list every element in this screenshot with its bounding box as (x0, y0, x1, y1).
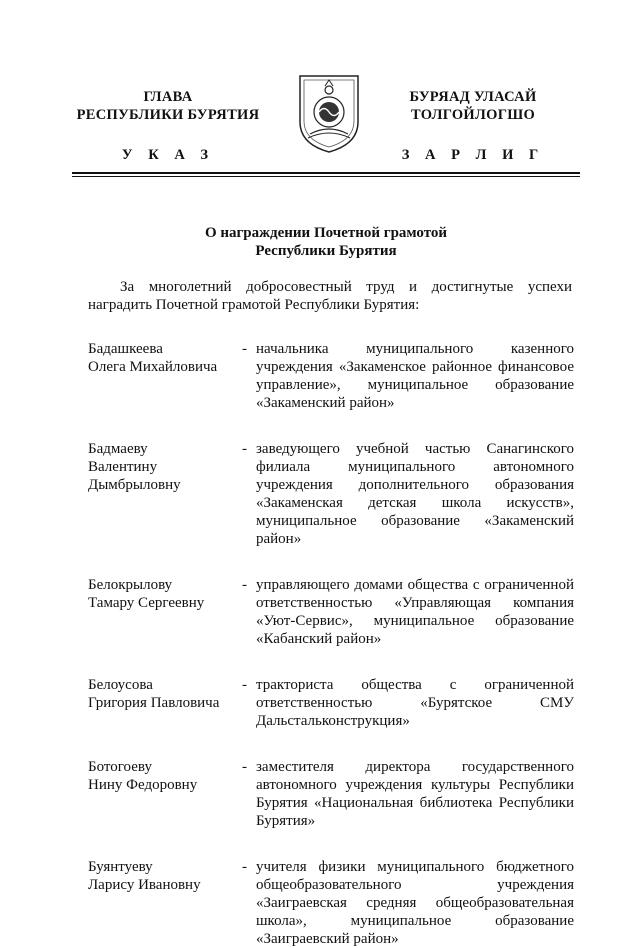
decree-title-line1: О награждении Почетной грамотой (204, 225, 448, 241)
awardee-1 (88, 340, 574, 412)
awardee-3 (88, 576, 574, 648)
awardee-4 (88, 676, 574, 730)
awardee-5 (88, 758, 574, 830)
header-divider-thick (72, 172, 580, 174)
decree-title (72, 224, 580, 260)
awardee-position: учителя физики муниципального бюджетного общеобразовательного учреждения «Заиграевская средняя общеобразовательная школа», муниципальное образование «Заиграевский район» (256, 859, 574, 947)
awardee-dash: - (242, 441, 247, 457)
awardee-dash: - (242, 859, 247, 875)
awardee-name: Ботогоеву Нину Федоровну (88, 759, 198, 793)
header-right-line2: ТОЛГОЙЛОГШО (410, 107, 536, 123)
awardee-2 (88, 440, 574, 548)
awardee-position: заведующего учебной частью Санагинского филиала муниципального автономного учреждения дополнительного образования «Закаменская детская школа искусств», муниципальное образование «Закаменский район» (256, 441, 574, 547)
awardee-name: Буянтуеву Ларису Ивановну (88, 859, 201, 893)
header-left-line2: РЕСПУБЛИКИ БУРЯТИЯ (76, 107, 260, 123)
awardee-position: начальника муниципального казенного учреждения «Закаменское районное финансовое управление», муниципальное образование «Закаменский район» (256, 341, 574, 411)
header-left (58, 88, 278, 164)
intro-paragraph: За многолетний добросовестный труд и достигнутые успехи наградить Почетной грамотой Республики Бурятия: (88, 279, 572, 313)
decree-title-line2: Республики Бурятия (255, 243, 397, 259)
awardee-dash: - (242, 341, 247, 357)
awardee-dash: - (242, 577, 247, 593)
awardee-position: тракториста общества с ограниченной ответственностью «Бурятское СМУ Дальстальконструкция» (256, 677, 574, 729)
header-left-line1: ГЛАВА (143, 89, 193, 105)
awardee-position: управляющего домами общества с ограниченной ответственностью «Управляющая компания «Уют-Сервис», муниципальное образование «Кабанский район» (256, 577, 574, 647)
header-right-doctype: З А Р Л И Г (401, 147, 545, 163)
awardee-list (88, 340, 574, 948)
awardee-name: Бадашкеева Олега Михайловича (88, 341, 218, 375)
awardee-6 (88, 858, 574, 948)
awardee-position: заместителя директора государственного автономного учреждения культуры Республики Бурятия «Национальная библиотека Республики Бурятия» (256, 759, 574, 829)
header-left-doctype: У К А З (121, 147, 215, 163)
awardee-name: Белокрылову Тамару Сергеевну (88, 577, 205, 611)
awardee-name: Бадмаеву Валентину Дымбрыловну (88, 441, 181, 493)
coat-of-arms-emblem-icon (296, 72, 362, 156)
awardee-dash: - (242, 677, 247, 693)
awardee-dash: - (242, 759, 247, 775)
header-divider-thin (72, 176, 580, 177)
header-right-line1: БУРЯАД УЛАСАЙ (409, 89, 537, 105)
header-right (368, 88, 578, 164)
awardee-name: Белоусова Григория Павловича (88, 677, 220, 711)
